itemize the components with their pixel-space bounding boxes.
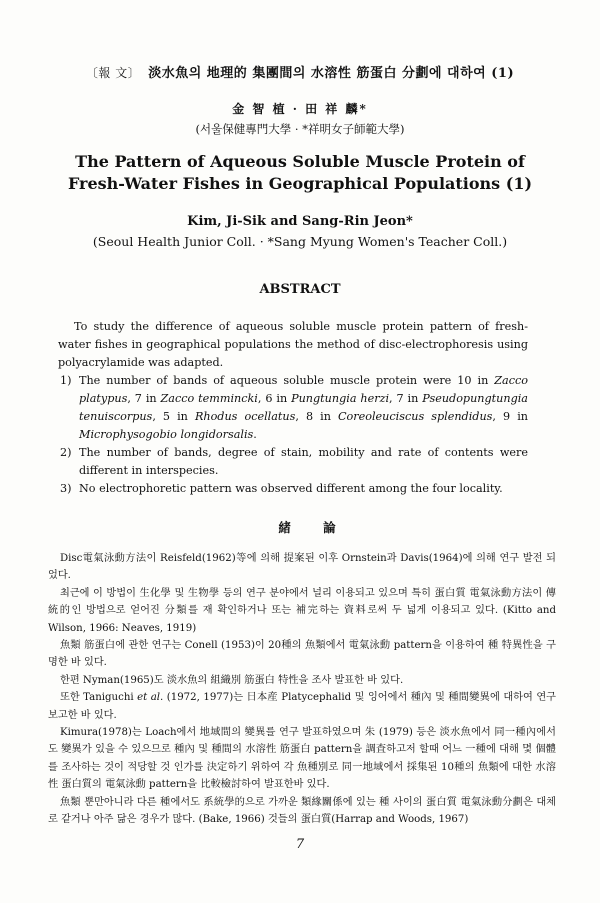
result-number: 1) <box>60 374 72 387</box>
result-text: , 5 in <box>152 410 195 423</box>
result-text: No electrophoretic pattern was observed different among the four locality. <box>79 482 503 495</box>
result-text: , 7 in <box>127 392 161 405</box>
introduction-heading: 緒 論 <box>278 520 350 535</box>
abstract-body <box>58 318 528 498</box>
korean-authors: 金 智 植 · 田 祥 麟* <box>232 102 368 116</box>
korean-title-text: 淡水魚의 地理的 集團間의 水溶性 筋蛋白 分劃에 대하여 (1) <box>148 66 515 81</box>
intro-text: (1972, 1977)는 日本産 Platycephalid 및 잉어에서 種內 및 種間變異에 대하여 연구 보고한 바 있다. <box>48 692 556 721</box>
intro-paragraph-6: Kimura(1978)는 Loach에서 地域間의 變異를 연구 발표하였으며 朱 (1979) 등은 淡水魚에서 同一種內에서도 變異가 있을 수 있으므로 種內 및 種間의 水溶性 筋蛋白 pattern을 調査하고저 할때 어느 一種에 대해 몇 個體를 조사하는 것이 적당할 것 인가를 決定하기 위하여 각 魚種別로 同一地域에서 採集된 10種의 魚類에 대한 水溶性 蛋白質의 電氣泳動 pattern을 比較檢討하여 발표한바 있다. <box>48 727 556 791</box>
abstract-result-1 <box>60 372 528 444</box>
species-name: Rhodus ocellatus <box>194 410 296 423</box>
intro-paragraph-5 <box>48 689 556 724</box>
result-text: The number of bands of aqueous soluble muscle protein were 10 in <box>79 374 495 387</box>
intro-text: 또한 Taniguchi <box>60 692 138 704</box>
paper-title <box>0 151 600 195</box>
abstract-results-list <box>58 372 528 498</box>
result-text: , 7 in <box>389 392 423 405</box>
species-name: Microphysogobio longidorsalis <box>79 428 254 441</box>
abstract-heading: ABSTRACT <box>259 282 341 297</box>
author-affiliation: (Seoul Health Junior Coll. · *Sang Myung Women's Teacher Coll.) <box>92 234 508 249</box>
result-number: 3) <box>60 482 72 495</box>
author-names: Kim, Ji-Sik and Sang-Rin Jeon* <box>187 214 413 229</box>
intro-paragraph-1: Disc電氣泳動方法이 Reisfeld(1962)等에 의해 提案된 이후 Ornstein과 Davis(1964)에 의해 연구 발전 되었다. <box>48 553 556 582</box>
intro-paragraph-7: 魚類 뿐만아니라 다른 種에서도 系統學的으로 가까운 類緣關係에 있는 種 사이의 蛋白質 電氣泳動分劃은 대체로 같거나 아주 닮은 경우가 많다. (Bake, 1966) 것들의 蛋白質(Harrap and Woods, 1967) <box>48 796 556 826</box>
species-name: Pungtungia herzi <box>291 392 390 405</box>
result-text: , 8 in <box>295 410 338 423</box>
page-number: 7 <box>295 837 305 852</box>
paper-title-line-1: The Pattern of Aqueous Soluble Muscle Protein of <box>75 152 525 171</box>
abstract-intro: To study the difference of aqueous soluble muscle protein pattern of fresh-water fishes in geographical populations the method of disc-electrophoresis using polyacrylamide was adapted. <box>58 320 528 369</box>
abstract-result-3 <box>60 480 528 498</box>
result-text: . <box>253 428 257 441</box>
result-text: The number of bands, degree of stain, mobility and rate of contents were different in interspecies. <box>79 446 528 477</box>
intro-paragraph-3: 魚類 筋蛋白에 관한 연구는 Conell (1953)이 20種의 魚類에서 電氣泳動 pattern을 이용하여 種 特異性을 구명한 바 있다. <box>48 640 556 669</box>
intro-text-italic: et al. <box>137 692 164 704</box>
korean-title <box>0 62 600 81</box>
species-name: Zacco temmincki <box>160 392 258 405</box>
intro-paragraph-4: 한편 Nyman(1965)도 淡水魚의 組織別 筋蛋白 特性을 조사 발표한 바 있다. <box>60 674 404 686</box>
abstract-result-2 <box>60 444 528 480</box>
result-number: 2) <box>60 446 72 459</box>
species-name: Pseudopungtungia tenuiscorpus <box>79 392 528 423</box>
introduction-body <box>48 550 556 829</box>
korean-affiliation: (서울保健專門大學 · *祥明女子師範大學) <box>195 122 405 136</box>
section-tag: 〔報 文〕 <box>85 66 141 80</box>
paper-title-line-2: Fresh-Water Fishes in Geographical Populations (1) <box>67 174 533 193</box>
result-text: , 9 in <box>492 410 528 423</box>
intro-paragraph-2: 최근에 이 방법이 生化學 및 生物學 등의 연구 분야에서 널리 이용되고 있으며 특히 蛋白質 電氣泳動方法이 傳統的인 방법으로 얻어진 分類를 재 확인하거나 또는 補完하는 資料로써 두 넓게 이용되고 있다. (Kitto and Wilson, 1966: Neaves, 1919) <box>48 587 556 634</box>
species-name: Coreoleuciscus splendidus <box>337 410 493 423</box>
species-name: Zacco platypus <box>79 374 528 405</box>
result-text: , 6 in <box>257 392 292 405</box>
